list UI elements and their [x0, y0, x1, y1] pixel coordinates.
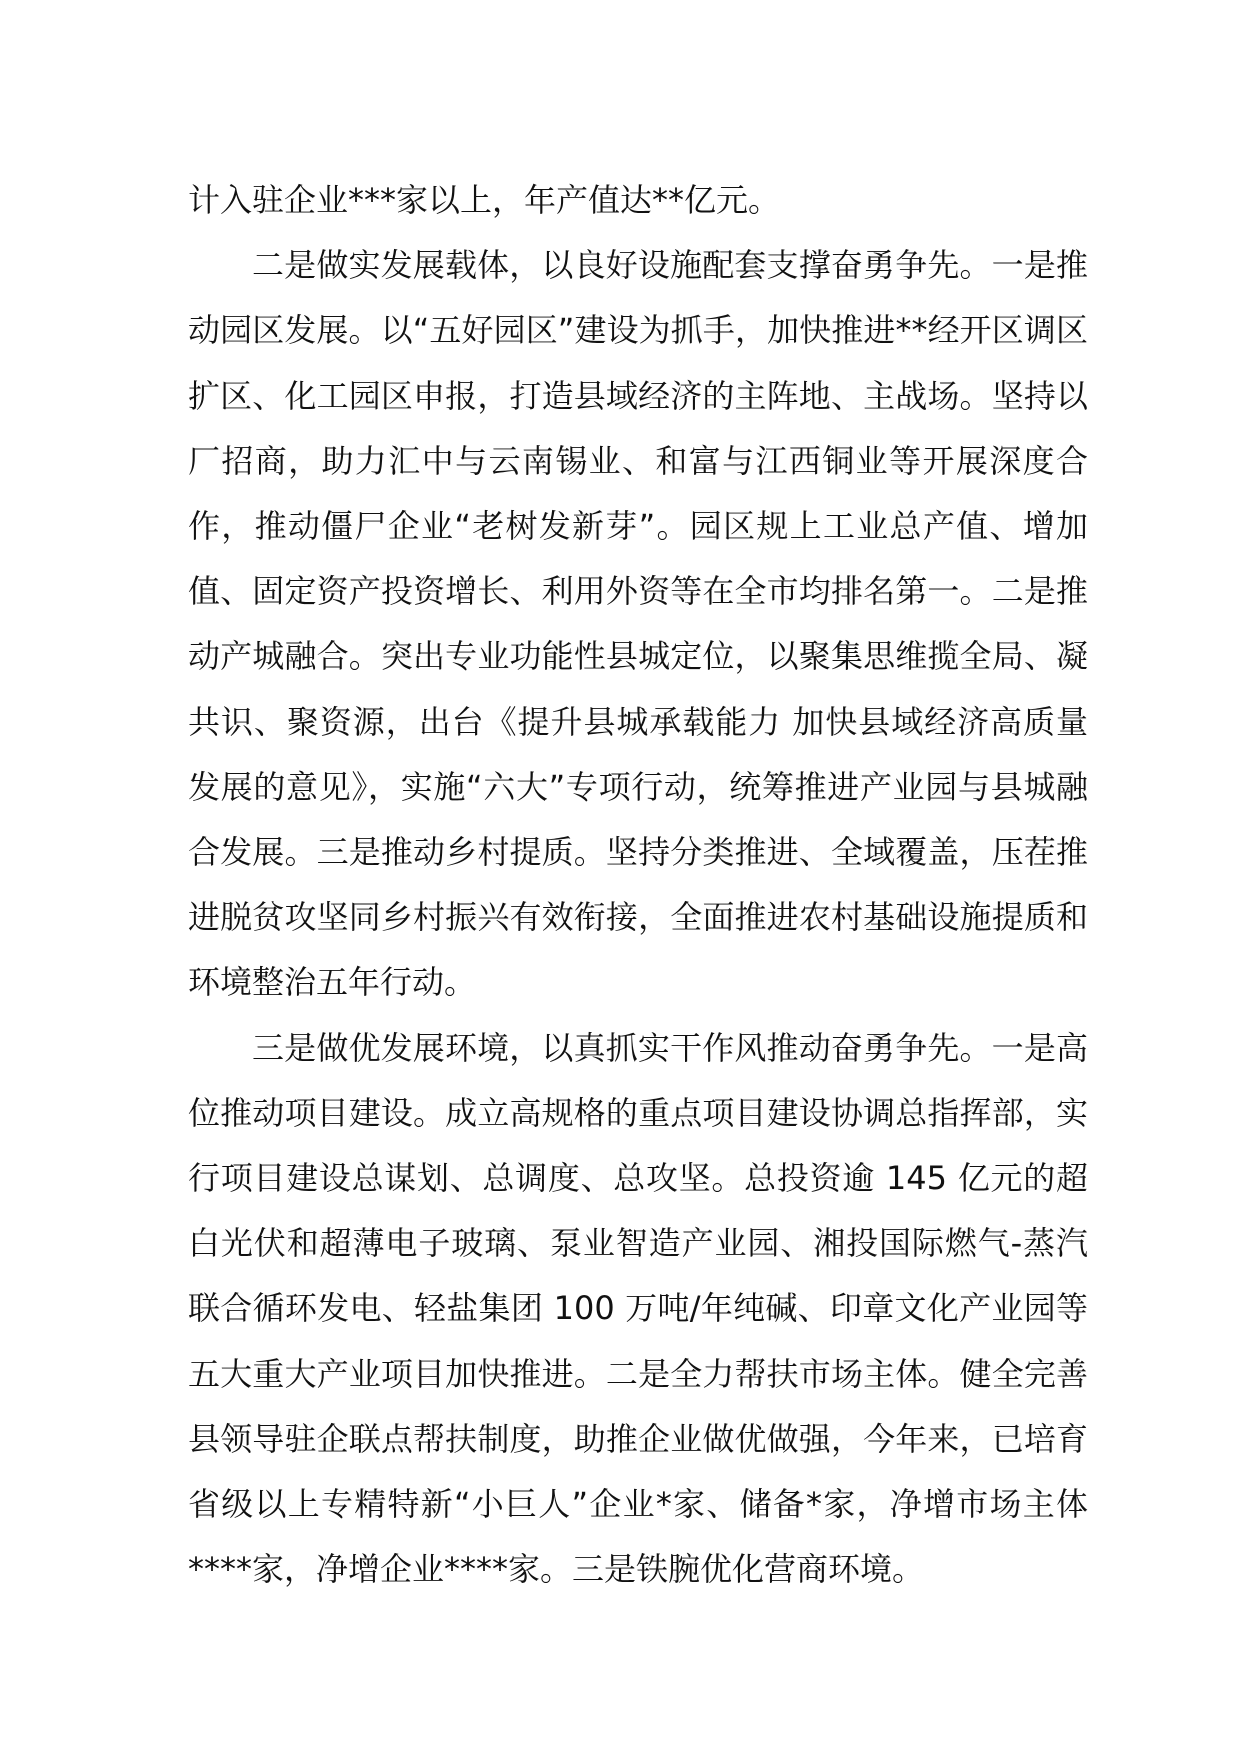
paragraph-development-environment: 三是做优发展环境，以真抓实干作风推动奋勇争先。一是高位推动项目建设。成立高规格的重点项目建设协调总指挥部，实行项目建设总谋划、总调度、总攻坚。总投资逾 145 亿元的超白光伏和超薄电子玻璃、泵业智造产业园、湘投国际燃气-蒸汽联合循环发电、轻盐集团 100 万吨/年纯碱、印章文化产业园等五大重大产业项目加快推进。二是全力帮扶市场主体。健全完善县领导驻企联点帮扶制度，助推企业做优做强，今年来，已培育省级以上专精特新“小巨人”企业*家、储备*家，净增市场主体****家，净增企业****家。三是铁腕优化营商环境。 [188, 1028, 1088, 1589]
paragraph-development-carrier: 二是做实发展载体，以良好设施配套支撑奋勇争先。一是推动园区发展。以“五好园区”建设为抓手，加快推进**经开区调区扩区、化工园区申报，打造县域经济的主阵地、主战场。坚持以厂招商，助力汇中与云南锡业、和富与江西铜业等开展深度合作，推动僵尸企业“老树发新芽”。园区规上工业总产值、增加值、固定资产投资增长、利用外资等在全市均排名第一。二是推动产城融合。突出专业功能性县城定位，以聚集思维揽全局、凝共识、聚资源，出台《提升县城承载能力 加快县域经济高质量发展的意见》，实施“六大”专项行动，统筹推进产业园与县城融合发展。三是推动乡村提质。坚持分类推进、全域覆盖，压茬推进脱贫攻坚同乡村振兴有效衔接，全面推进农村基础设施提质和环境整治五年行动。 [188, 246, 1088, 1002]
paragraph-continuation: 计入驻企业***家以上，年产值达**亿元。 [188, 181, 781, 219]
document-body [188, 168, 1088, 1602]
